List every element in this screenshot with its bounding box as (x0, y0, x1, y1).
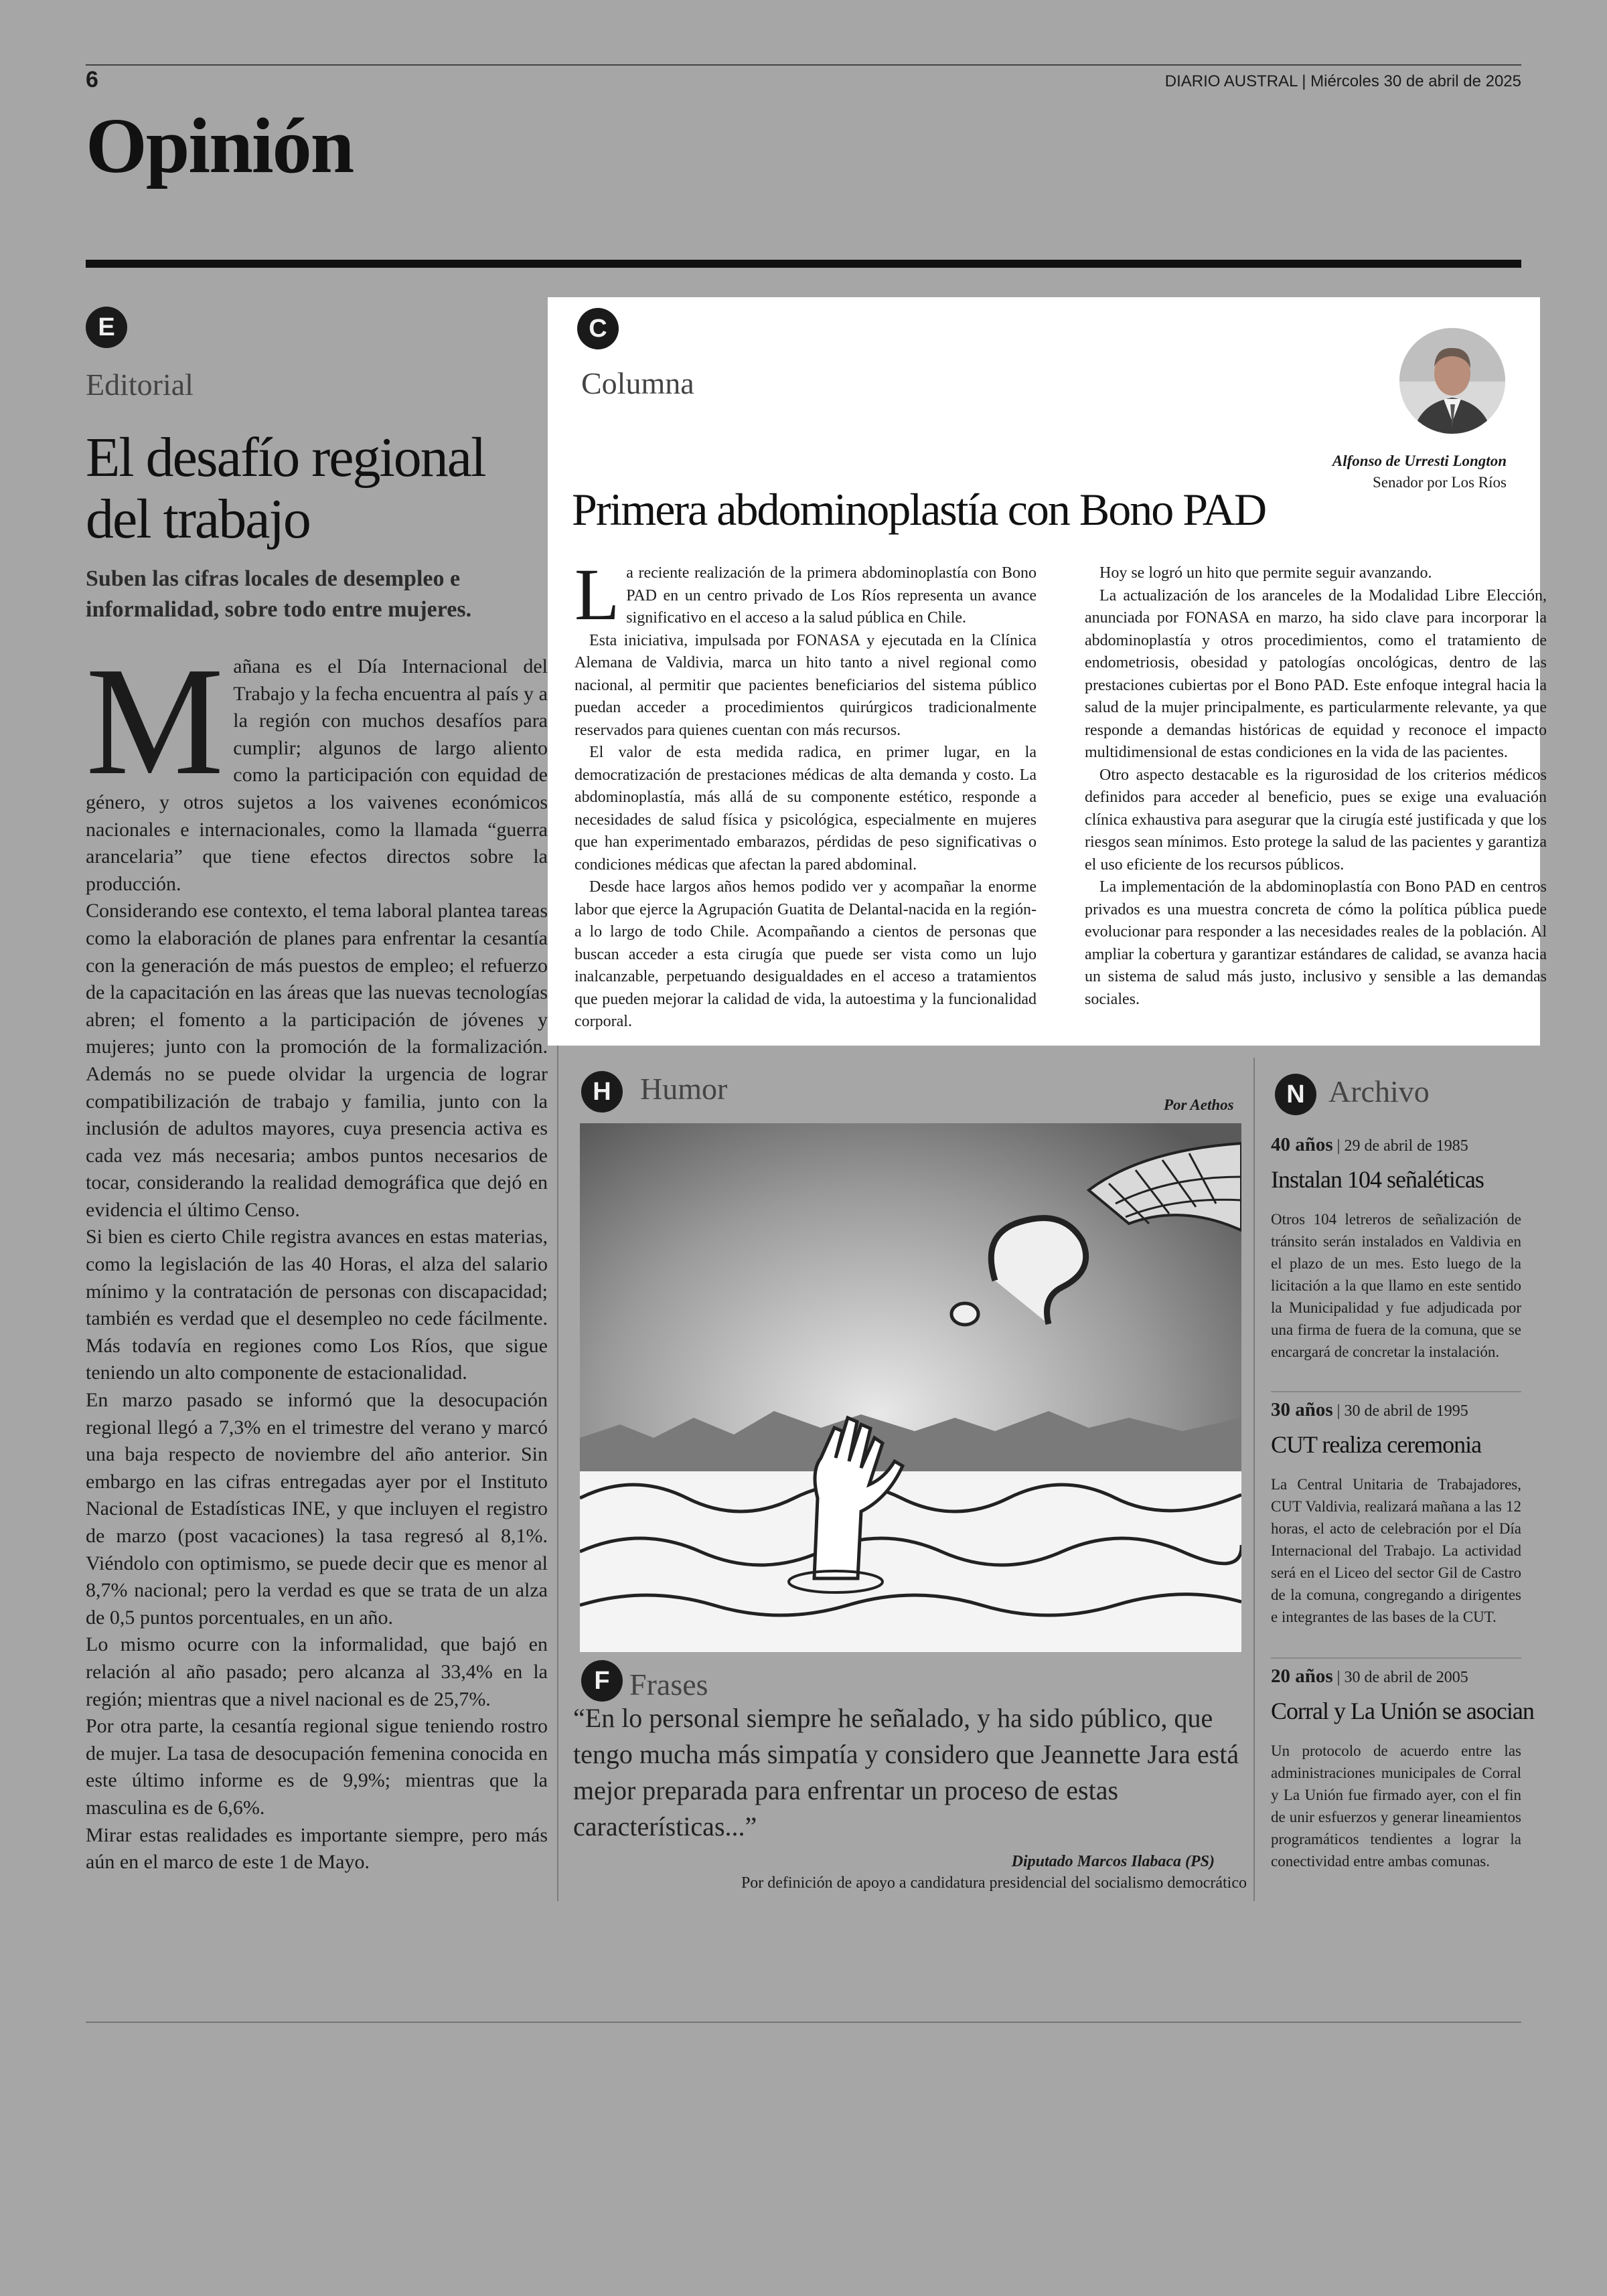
archivo-badge: N (1275, 1074, 1316, 1115)
editorial-paragraph: Lo mismo ocurre con la informalidad, que bajó en relación al año pasado; pero alcanza al 33,4% en la región; mientras que a nivel nacional es de 25,7%. (86, 1633, 548, 1710)
editorial-paragraph: En marzo pasado se informó que la desocupación regional llegó a 7,3% en el trimestre del verano y marcó una baja respecto de noviembre del año anterior. Sin embargo en las cifras entregadas ayer por el Instituto Nacional de Estadísticas INE, y que incluyen el registro de marzo (post vacaciones) la tasa regresó al 8,1%. Viéndolo con optimismo, se puede decir que es menor al 8,7% nacional; pero la verdad es que se trata de un alza de 0,5 puntos porcentuales, en un año. (86, 1389, 548, 1629)
column-badge: C (577, 308, 619, 349)
archivo-item (1271, 1134, 1521, 1363)
column-divider (557, 1044, 558, 1901)
archivo-date-line: 20 años | 30 de abril de 2005 (1271, 1665, 1468, 1687)
column-dropcap: L (575, 554, 620, 635)
archivo-item-text: La Central Unitaria de Trabajadores, CUT Valdivia, realizará mañana a las 12 horas, el acto de celebración por el Día Internacional del Trabajo. La actividad será en el Liceo del sector Gil de Castro de la comuna, congregando a dirigentes e integrantes de las bases de la CUT. (1271, 1476, 1521, 1625)
editorial-paragraph: añana es el Día Internacional del Trabajo y la fecha encuentra al país y a la región con muchos desafíos para cumplir; algunos de largo aliento como la participación con equidad de género, y otros sujetos a los vaivenes económicos nacionales e internacionales, como la llamada “guerra arancelaria” que tiene efectos directos sobre la producción. (86, 655, 548, 895)
archivo-item-title: Corral y La Unión se asocian (1271, 1698, 1534, 1724)
column-paragraph: La actualización de los aranceles de la Modalidad Libre Elección, anunciada por FONASA en marzo, ha sido clave para incorporar la abdominoplastía y otros procedimientos, como el tratamiento de endometriosis, obesidad y patologías oncológicas, dentro de las prestaciones cubiertas por el Bono PAD. Este enfoque integral hacia la salud de la mujer principalmente, es particularmente relevante, ya que responde a demandas históricas de equidad y reconoce el impacto multidimensional de estas condiciones en la vida de las pacientes. (1085, 586, 1547, 761)
archivo-item (1271, 1399, 1521, 1628)
page-number: 6 (86, 67, 98, 92)
column-paragraph: La implementación de la abdominoplastía con Bono PAD en centros privados es una muestra concreta de cómo la política pública puede evolucionar para responder a las necesidades reales de la población. Al ampliar la cobertura y garantizar estándares de calidad, se avanza hacia un sistema de salud más justo, inclusivo y sensible a las demandas sociales. (1085, 878, 1547, 1008)
editorial-paragraph: Mirar estas realidades es importante siempre, pero más aún en el marco de este 1 de Mayo. (86, 1823, 548, 1874)
masthead: DIARIO AUSTRAL | Miércoles 30 de abril de 2025 (1164, 72, 1521, 90)
column-paragraph: Desde hace largos años hemos podido ver y acompañar la enorme labor que ejerce la Agrupación Guatita de Delantal-nacida en la región- a lo largo de todo Chile. Acompañando a cientos de personas que buscan acceder a esta cirugía que puede ser vista como un lujo inalcanzable, perpetuando desigualdades en el acceso a tratamientos que pueden mejorar la calidad de vida, la autoestima y la funcionalidad corporal. (575, 878, 1037, 1030)
frases-attribution: Diputado Marcos Ilabaca (PS) (1011, 1853, 1215, 1870)
humor-credit: Por Aethos (1164, 1096, 1234, 1113)
column-body-right (1085, 562, 1547, 1011)
archivo-item-title: Instalan 104 señaléticas (1271, 1166, 1484, 1193)
column-kicker: Columna (581, 366, 694, 400)
humor-kicker: Humor (640, 1072, 728, 1106)
cartoon-illustration (580, 1123, 1241, 1652)
column-paragraph: Otro aspecto destacable es la rigurosidad de los criterios médicos definidos para acceder al beneficio, pues se exige una evaluación clínica exhaustiva para asegurar que la cirugía esté justificada y que los riesgos sean mínimos. Esto protege la salud de las pacientes y garantiza el uso eficiente de los recursos públicos. (1085, 766, 1547, 874)
humor-badge: H (581, 1071, 623, 1113)
editorial-headline: El desafío regional del trabajo (86, 426, 485, 550)
editorial-paragraph: Considerando ese contexto, el tema laboral plantea tareas como la elaboración de planes para enfrentar la cesantía con la generación de más puestos de empleo; el refuerzo de la capacitación en las áreas que las nuevas tecnologías abren; el fomento a la participación de jóvenes y mujeres; junto con la promoción de la formalización. Además no se puede olvidar la urgencia de lograr compatibilización de trabajo y familia, junto con la inclusión de adultos mayores, cuya presencia activa es cada vez más necesaria; ambos puntos necesarios de tocar, considerando la realidad demográfica que dejó en evidencia el último Censo. (86, 900, 548, 1221)
column-paragraph: Esta iniciativa, impulsada por FONASA y ejecutada en la Clínica Alemana de Valdivia, marca un hito tanto a nivel regional como nacional, al permitir que pacientes beneficiarios del sistema público puedan acceder a procedimientos quirúrgicos tradicionalmente reservados para quienes cuentan con más recursos. (575, 631, 1037, 739)
archivo-separator (1271, 1391, 1521, 1392)
archivo-separator (1271, 1657, 1521, 1659)
archivo-item-title: CUT realiza ceremonia (1271, 1431, 1482, 1458)
editorial-body (86, 635, 548, 1876)
column-body-left (575, 554, 1037, 1034)
frases-kicker: Frases (629, 1667, 708, 1702)
frases-badge: F (581, 1660, 623, 1702)
archivo-item-text: Otros 104 letreros de señalización de tránsito serán instalados en Valdivia en el plazo de un mes. Esto luego de la licitación a la que llamo en este sentido la Municipalidad y fue adjudicada por una firma de fuera de la comuna, que se encargará de concretar la instalación. (1271, 1211, 1521, 1360)
archivo-date-line: 30 años | 30 de abril de 1995 (1271, 1399, 1468, 1420)
archivo-kicker: Archivo (1328, 1074, 1430, 1109)
section-title: Opinión (86, 102, 354, 189)
editorial-paragraph: Por otra parte, la cesantía regional sigue teniendo rostro de mujer. La tasa de desocupación femenina conocida en este último informe es de 9,9%; mientras que la masculina es de 6,6%. (86, 1715, 548, 1819)
frases-context: Por definición de apoyo a candidatura presidencial del socialismo democrático (741, 1874, 1247, 1892)
archivo-item (1271, 1665, 1534, 1872)
editorial-deck: Suben las cifras locales de desempleo e informalidad, sobre todo entre mujeres. (86, 566, 472, 622)
archivo-item-text: Un protocolo de acuerdo entre las administraciones municipales de Corral y La Unión fue firmado ayer, con el fin de unir esfuerzos y generar lineamientos programáticos tendientes a lograr la conectividad entre ambas comunas. (1271, 1742, 1521, 1870)
author-photo (1399, 328, 1505, 434)
top-rule (86, 64, 1521, 66)
archivo-date-line: 40 años | 29 de abril de 1985 (1271, 1134, 1468, 1155)
column-paragraph: Hoy se logró un hito que permite seguir avanzando. (1099, 564, 1432, 582)
column-paragraph: La reciente realización de la primera abdominoplastía con Bono PAD en un centro privado de Los Ríos representa un avance significativo en el acceso a la salud pública en Chile. (575, 554, 1037, 635)
editorial-badge: E (86, 307, 127, 348)
column-paragraph: El valor de esta medida radica, en primer lugar, en la democratización de prestaciones médicas de alta demanda y costo. La abdominoplastía, más allá de su componente estético, responde a necesidades de salud física y psicológica, especialmente en mujeres que han experimentado embarazos, pérdidas de peso significativas o condiciones médicas que afectan la pared abdominal. (575, 744, 1037, 874)
section-rule (86, 260, 1521, 268)
column-headline: Primera abdominoplastía con Bono PAD (572, 484, 1266, 535)
author-name: Alfonso de Urresti Longton (1332, 453, 1507, 469)
bottom-rule (86, 2022, 1521, 2023)
editorial-kicker: Editorial (86, 367, 194, 402)
editorial-paragraph: Si bien es cierto Chile registra avances en estas materias, como la legislación de las 40 Horas, el alza del salario mínimo y la contratación de personas con discapacidad; también es verdad que el desempleo no cede fácilmente. Más todavía en regiones como Los Ríos, que sigue teniendo un alto componente de estacionalidad. (86, 1226, 548, 1384)
frases-quote: “En lo personal siempre he señalado, y ha sido público, que tengo mucha más simpatía y considero que Jeannette Jara está mejor preparada para enfrentar un proceso de estas características...” (573, 1703, 1239, 1841)
author-role: Senador por Los Ríos (1373, 474, 1507, 491)
editorial-dropcap: M (86, 635, 224, 807)
column-divider (1253, 1058, 1255, 1901)
